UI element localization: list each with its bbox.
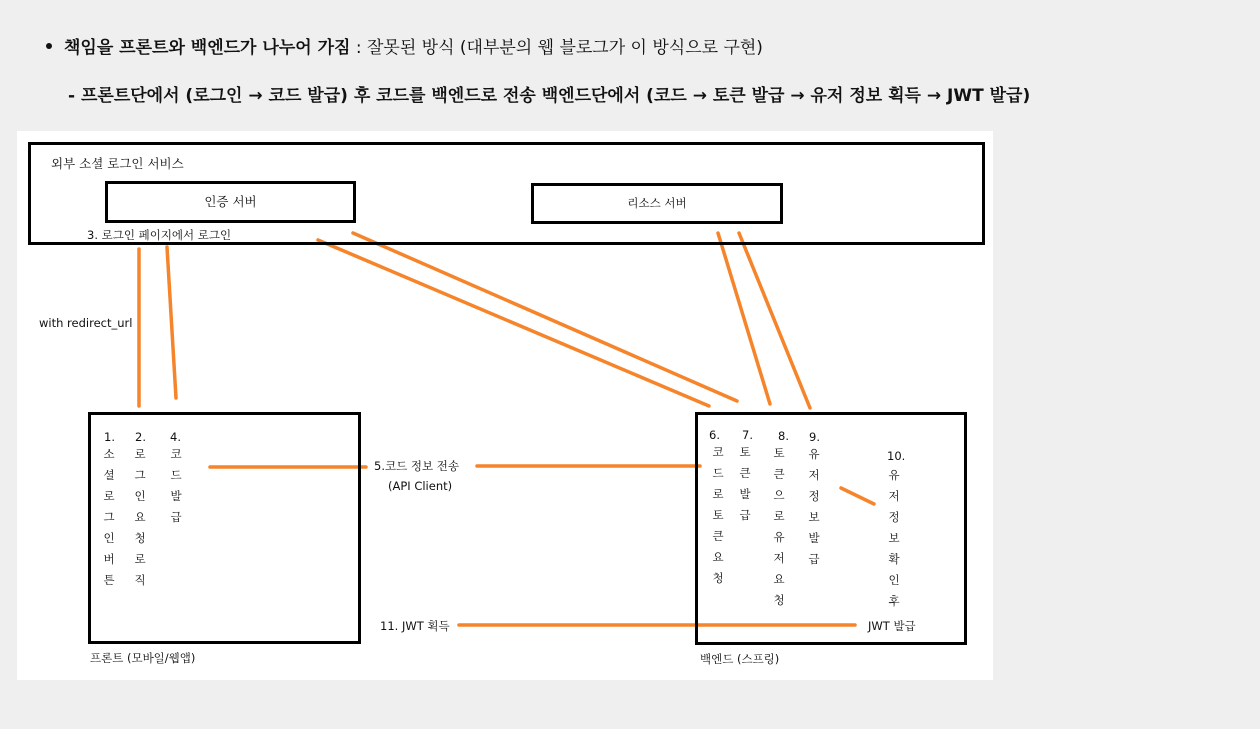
jwt-issue-label: JWT 발급	[868, 619, 916, 633]
code-send-label: 5.코드 정보 전송	[374, 459, 459, 473]
connector-resource-back-2	[739, 233, 810, 408]
flow-description: - 프론트단에서 (로그인 → 코드 발급) 후 코드를 백엔드로 전송 백엔드단에서 (코드 → 토큰 발급 → 유저 정보 획득 → JWT 발급)	[68, 86, 1031, 106]
backend-box	[695, 412, 967, 645]
backend-label: 백엔드 (스프링)	[700, 652, 780, 666]
back-step-7-num: 7.	[742, 428, 753, 442]
jwt-get-label: 11. JWT 획득	[380, 619, 450, 633]
front-step-1-text: 소 셜 로 그 인 버 튼	[103, 447, 115, 587]
back-step-6-num: 6.	[709, 428, 720, 442]
connector-auth-back-2	[353, 233, 737, 401]
oauth-flow-diagram	[17, 131, 993, 680]
auth-server-label: 인증 서버	[204, 194, 257, 209]
back-step-10-num: 10.	[887, 449, 906, 463]
api-client-label: (API Client)	[388, 479, 453, 493]
connector-resource-back-1	[718, 233, 770, 404]
bullet-dot	[46, 43, 52, 49]
back-step-8-num: 8.	[778, 429, 789, 443]
front-step-1-num: 1.	[104, 430, 115, 444]
back-step-8-text: 토 큰 으 로 유 저 요 청	[773, 446, 785, 607]
back-step-7-text: 토 큰 발 급	[739, 445, 751, 522]
back-step-6-text: 코 드 로 토 큰 요 청	[712, 445, 724, 585]
login-step-note: 3. 로그인 페이지에서 로그인	[87, 228, 232, 242]
frontend-box	[88, 412, 361, 644]
connector-front-auth-2	[167, 247, 176, 398]
external-service-title: 외부 소셜 로그인 서비스	[51, 156, 184, 171]
connector-auth-back-1	[318, 240, 709, 406]
front-step-2-text: 로 그 인 요 청 로 직	[134, 447, 146, 587]
resource-server-label: 리소스 서버	[627, 196, 687, 210]
bullet-bold-text: 책임을 프론트와 백엔드가 나누어 가짐	[64, 38, 351, 58]
back-step-9-text: 유 저 정 보 발 급	[808, 447, 820, 566]
back-step-10-text: 유 저 정 보 확 인 후	[888, 468, 900, 608]
front-step-4-text: 코 드 발 급	[170, 447, 182, 524]
bullet-item	[46, 36, 763, 60]
front-step-4-num: 4.	[170, 430, 181, 444]
frontend-label: 프론트 (모바일/웹앱)	[90, 651, 196, 665]
bullet-rest-text: : 잘못된 방식 (대부분의 웹 블로그가 이 방식으로 구현)	[350, 38, 763, 58]
front-step-2-num: 2.	[135, 430, 146, 444]
back-step-9-num: 9.	[809, 430, 820, 444]
redirect-note: with redirect_url	[39, 316, 133, 330]
